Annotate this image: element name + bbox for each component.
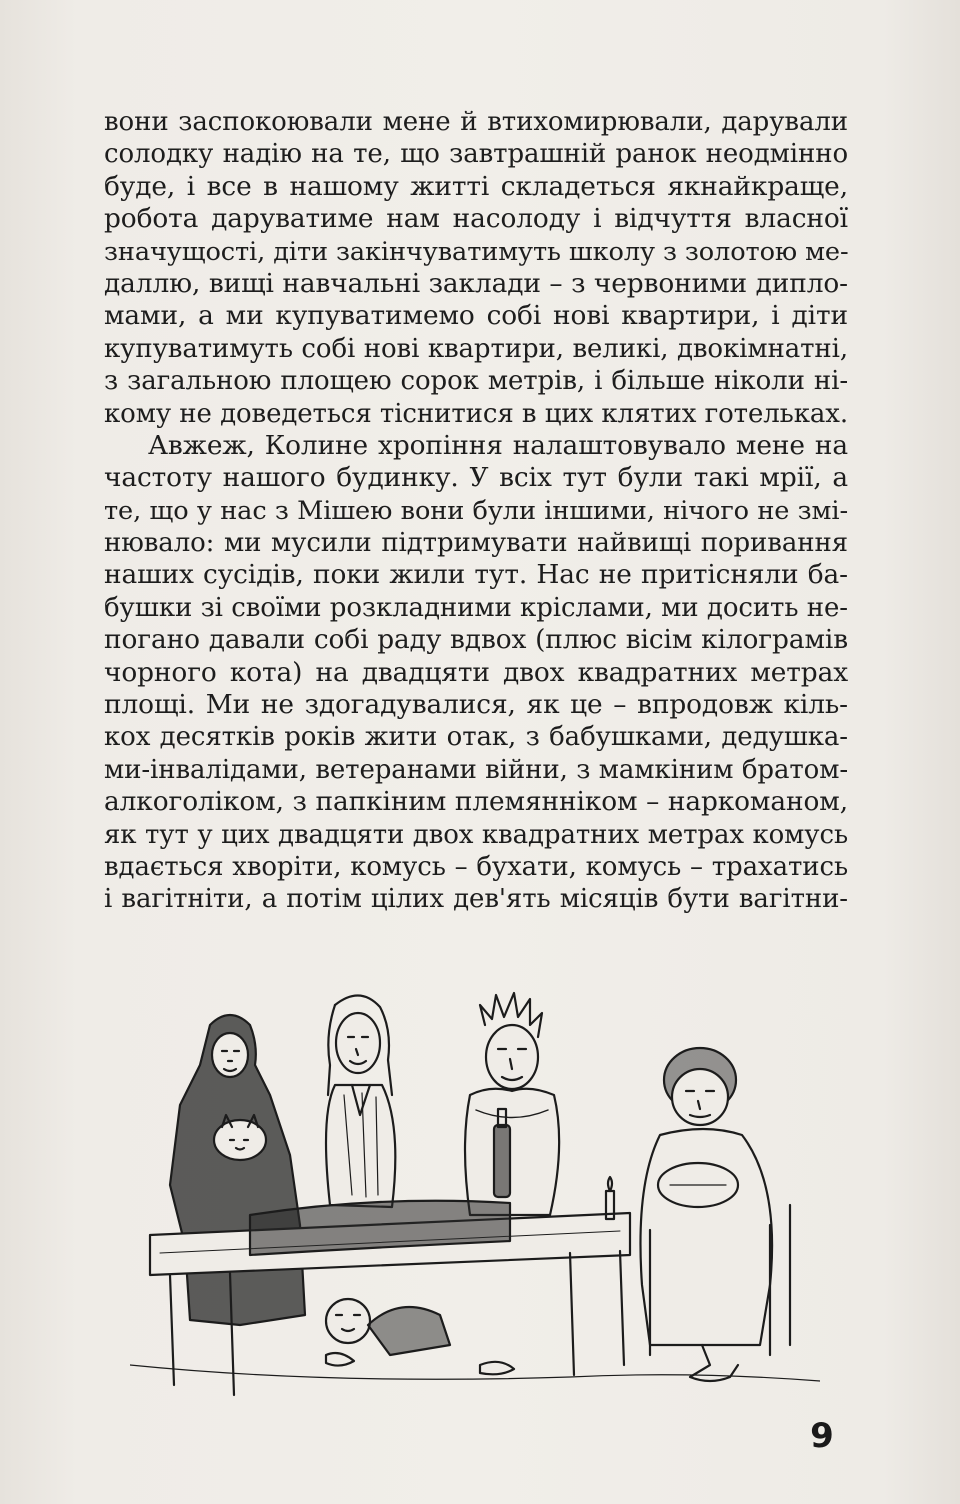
text-line: як тут у цих двадцяти двох квадратних метрах комусь bbox=[104, 819, 848, 850]
text-line: кох десятків років жити отак, з бабушками, дедушка- bbox=[104, 722, 848, 753]
page-number: 9 bbox=[810, 1416, 834, 1456]
text-line: кому не доведеться тіснитися в цих клятих готельках. bbox=[104, 398, 848, 429]
text-line: ми-інвалідами, ветеранами війни, з мамкіним братом- bbox=[104, 754, 848, 785]
text-line: частоту нашого будинку. У всіх тут були такі мрії, а bbox=[104, 462, 848, 494]
family-table-illustration bbox=[130, 985, 820, 1405]
text-line: нювало: ми мусили підтримувати найвищі поривання bbox=[104, 528, 848, 559]
text-line: чорного кота) на двадцяти двох квадратних метрах bbox=[104, 656, 848, 688]
text-line: площі. Ми не здогадувалися, як це – впродовж кіль- bbox=[104, 689, 848, 721]
paragraph-start-line: Авжеж, Колине хропіння налаштовувало мене на bbox=[148, 429, 848, 461]
text-line: купуватимуть собі нові квартири, великі, двокімнатні, bbox=[104, 333, 848, 364]
text-line: бушки зі своїми розкладними кріслами, ми досить не- bbox=[104, 592, 848, 623]
man-with-bottle-figure bbox=[465, 993, 559, 1215]
text-line: мами, а ми купуватимемо собі нові квартири, і діти bbox=[104, 300, 848, 332]
text-line: погано давали собі раду вдвох (плюс вісім кілограмів bbox=[104, 624, 848, 656]
text-line: вони заспокоювали мене й втихомирювали, дарували bbox=[104, 107, 848, 137]
text-line: даллю, вищі навчальні заклади – з червоними дипло- bbox=[104, 267, 848, 299]
young-woman-figure bbox=[326, 995, 395, 1207]
text-line: алкоголіком, з папкіним племянніком – наркоманом, bbox=[104, 786, 848, 818]
text-line: те, що у нас з Мішею вони були іншими, нічого не змі- bbox=[104, 495, 848, 526]
body-text bbox=[104, 106, 848, 916]
grandmother-figure bbox=[170, 1015, 305, 1325]
text-line: значущості, діти закінчуватимуть школу з золотою ме- bbox=[104, 236, 849, 267]
text-line: з загальною площею сорок метрів, і більше ніколи ні- bbox=[104, 366, 848, 397]
woman-with-bowl-figure bbox=[640, 1048, 790, 1381]
text-line: і вагітніти, а потім цілих дев'ять місяців бути вагітни- bbox=[104, 884, 848, 915]
child-figure bbox=[326, 1299, 514, 1374]
text-line: солодку надію на те, що завтрашній ранок неодмінно bbox=[104, 139, 848, 170]
text-line: наших сусідів, поки жили тут. Нас не притісняли ба- bbox=[104, 559, 848, 591]
text-line: буде, і все в нашому житті складеться якнайкраще, bbox=[104, 170, 848, 202]
text-line: робота даруватиме нам насолоду і відчуття власної bbox=[104, 203, 848, 235]
text-line: вдається хворіти, комусь – бухати, комусь – трахатись bbox=[104, 851, 848, 882]
